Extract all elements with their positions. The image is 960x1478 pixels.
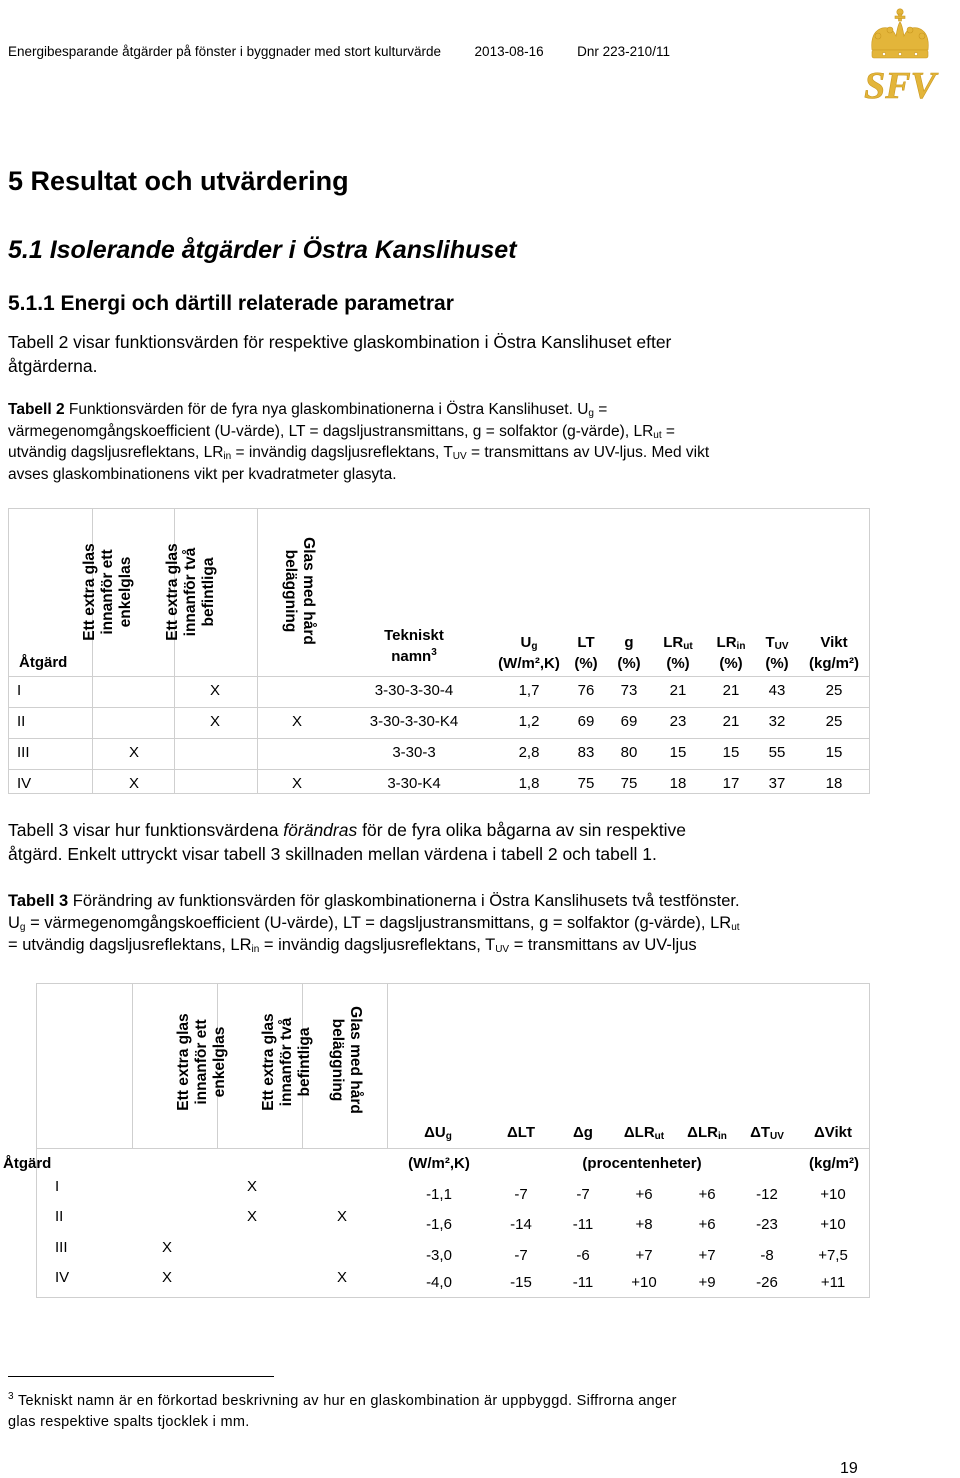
caption-sub: in — [251, 944, 260, 955]
table2-cell-vikt: 18 — [825, 775, 843, 792]
table3-head-col1: Ett extra glas innanför ett enkelglas — [175, 1013, 228, 1111]
table2-head-lrin: $LR_{in}$ (%) — [716, 634, 746, 672]
table3-cell-dlt: -15 — [510, 1274, 532, 1291]
table2-cell-tuv: 43 — [768, 682, 786, 699]
table2-cell-c2: X — [209, 682, 220, 699]
table2-cell-c2: X — [209, 713, 220, 730]
table2-cell-c1: X — [128, 744, 139, 761]
intro-line-2: åtgärderna. — [8, 356, 98, 376]
table2-head-col2: Ett extra glas innanför två befintliga — [164, 543, 217, 641]
table3-cell-c3: X — [336, 1269, 347, 1286]
table3-cell-dug: -3,0 — [426, 1247, 452, 1264]
table3-head-dlt: ΔLT — [507, 1124, 535, 1141]
footnote-marker: 3 — [8, 1391, 14, 1402]
table3-cell-dvikt: +10 — [820, 1186, 846, 1203]
para2-text: Tabell 3 visar hur funktionsvärdena — [8, 820, 284, 840]
caption-sub: ut — [653, 429, 662, 441]
intro-line-1: Tabell 2 visar funktionsvärden för respektive glaskombination i Östra Kanslihuset efter — [8, 332, 672, 352]
table2-head-vikt: Vikt (kg/m²) — [809, 634, 859, 672]
table3-cell-dg: -11 — [572, 1274, 594, 1291]
para2-emphasis: förändras — [283, 820, 358, 840]
caption-text: värmegenomgångskoefficient (U-värde), LT = dagsljustransmittans, g = solfaktor (g-värde), LR — [8, 422, 654, 440]
heading-level-1: 5 Resultat och utvärdering — [8, 166, 349, 196]
table2-cell-ug: 1,8 — [518, 775, 540, 792]
table3-caption-label: Tabell 3 — [8, 892, 69, 910]
caption-sub: g — [19, 922, 26, 933]
table2-cell-atgard: II — [17, 713, 26, 730]
footnote-rule — [8, 1376, 274, 1377]
table2-cell-namn: 3-30-K4 — [387, 775, 441, 792]
table2-cell-atgard: IV — [17, 775, 32, 792]
table2-cell-lrut: 23 — [669, 713, 687, 730]
table3-head-pct-unit: (procentenheter) — [582, 1155, 702, 1172]
table3-cell-dtuv: -26 — [756, 1274, 778, 1291]
table2-head-atgard: Åtgärd — [19, 654, 68, 671]
footnote-line-2: glas respektive spalts tjocklek i mm. — [8, 1414, 250, 1430]
table2-cell-atgard: III — [17, 744, 30, 761]
table2-cell-lrut: 18 — [669, 775, 687, 792]
table2-cell-lrin: 21 — [722, 713, 740, 730]
table3-cell-dtuv: -12 — [756, 1186, 778, 1203]
table-2 — [8, 508, 870, 794]
table2-cell-namn: 3-30-3-30-K4 — [369, 713, 459, 730]
table3-cell-c2: X — [246, 1208, 257, 1225]
footnote — [8, 1391, 908, 1433]
table2-head-tekniskt: Tekniskt namn$^3$ — [384, 627, 444, 665]
table2-cell-g: 73 — [620, 682, 638, 699]
paragraph-2 — [8, 818, 948, 866]
heading-level-3: 5.1.1 Energi och därtill relaterade parametrar — [8, 292, 454, 315]
table2-head-lt: LT (%) — [574, 634, 598, 672]
table2-cell-c3: X — [291, 775, 302, 792]
caption-text: Funktionsvärden för de fyra nya glaskombinationerna i Östra Kanslihuset. U — [64, 401, 589, 418]
table3-cell-dtuv: -8 — [760, 1247, 774, 1264]
table2-cell-ug: 2,8 — [518, 744, 540, 761]
table3-cell-dlt: -14 — [510, 1216, 532, 1233]
crown-icon — [848, 6, 952, 104]
table3-head-col2: Ett extra glas innanför två befintliga — [260, 1013, 313, 1111]
caption-text: = — [593, 401, 608, 418]
table3-cell-dg: -11 — [572, 1216, 594, 1233]
table3-cell-c1: X — [161, 1239, 172, 1256]
table3-head-col3: Glas med hård beläggning — [329, 1006, 364, 1114]
table2-cell-lrin: 15 — [722, 744, 740, 761]
table3-cell-c2: X — [246, 1178, 257, 1195]
caption-text: = invändig dagsljusreflektans, T — [231, 444, 453, 461]
header-date: 2013-08-16 — [474, 44, 544, 59]
caption-text: U — [8, 914, 20, 932]
table3-cell-dg: -7 — [576, 1186, 590, 1203]
table3-head-dlrin: $\Delta LR_{in}$ — [687, 1124, 727, 1142]
caption-sub: UV — [495, 944, 510, 955]
table2-cell-vikt: 15 — [825, 744, 843, 761]
table3-cell-dlrut: +10 — [631, 1274, 657, 1291]
table2-cell-vikt: 25 — [825, 682, 843, 699]
table3-caption — [8, 890, 950, 956]
table2-head-col1: Ett extra glas innanför ett enkelglas — [81, 543, 134, 641]
table3-head-dvikt: ΔVikt — [813, 1124, 853, 1141]
caption-text: = invändig dagsljusreflektans, T — [259, 936, 496, 954]
table2-cell-g: 69 — [620, 713, 638, 730]
table2-cell-g: 75 — [620, 775, 638, 792]
caption-sub: UV — [452, 451, 467, 462]
table2-cell-lt: 75 — [577, 775, 595, 792]
caption-text: = transmittans av UV-ljus. Med vikt — [466, 444, 710, 461]
table3-head-dlrut: $\Delta LR_{ut}$ — [623, 1124, 665, 1142]
table3-cell-c1: X — [161, 1269, 172, 1286]
table2-head-col3: Glas med hård beläggning — [282, 537, 317, 645]
table3-head-dg: Δg — [573, 1124, 593, 1141]
caption-text: = transmittans av UV-ljus — [509, 936, 697, 954]
caption-text: = värmegenomgångskoefficient (U-värde), LT = dagsljustransmittans, g = solfaktor (g-värde), LR — [25, 914, 732, 932]
table2-cell-ug: 1,7 — [518, 682, 540, 699]
table2-cell-tuv: 55 — [768, 744, 786, 761]
table3-cell-dlrin: +9 — [698, 1274, 716, 1291]
table3-cell-dlt: -7 — [514, 1247, 528, 1264]
table3-cell-dlt: -7 — [514, 1186, 528, 1203]
table3-cell-c3: X — [336, 1208, 347, 1225]
sfv-logo — [848, 6, 952, 104]
table3-cell-atgard: III — [55, 1239, 68, 1256]
table2-cell-lt: 83 — [577, 744, 595, 761]
table2-cell-g: 80 — [620, 744, 638, 761]
table2-head-lrut: $LR_{ut}$ (%) — [663, 634, 693, 672]
para2-text: för de fyra olika bågarna av sin respektive — [357, 820, 687, 840]
table3-cell-dlrut: +7 — [635, 1247, 653, 1264]
table3-cell-dvikt: +10 — [820, 1216, 846, 1233]
header-dnr: Dnr 223-210/11 — [577, 44, 670, 59]
caption-text: = utvändig dagsljusreflektans, LR — [8, 936, 252, 954]
table2-cell-vikt: 25 — [825, 713, 843, 730]
heading-level-2: 5.1 Isolerande åtgärder i Östra Kanslihuset — [8, 236, 517, 264]
table3-head-dug: $\Delta U_g$ — [424, 1124, 452, 1142]
para2-line-2: åtgärd. Enkelt uttryckt visar tabell 3 skillnaden mellan värdena i tabell 2 och tabell 1. — [8, 844, 657, 864]
table3-head-dtuv: $\Delta T_{UV}$ — [750, 1124, 784, 1142]
header-doc-title: Energibesparande åtgärder på fönster i byggnader med stort kulturvärde — [8, 44, 442, 59]
caption-text: = — [661, 422, 675, 440]
table2-cell-ug: 1,2 — [518, 713, 540, 730]
table2-caption — [8, 399, 950, 485]
table2-cell-namn: 3-30-3-30-4 — [374, 682, 454, 699]
table3-cell-dug: -1,1 — [426, 1186, 452, 1203]
table2-cell-c3: X — [291, 713, 302, 730]
table3-cell-dlrin: +6 — [698, 1186, 716, 1203]
caption-text: Förändring av funktionsvärden för glaskombinationerna i Östra Kanslihusets två testfönster. — [68, 892, 740, 910]
table3-cell-dlrut: +8 — [635, 1216, 653, 1233]
table-3 — [3, 983, 870, 1298]
table2-head-tuv: $T_{UV}$ (%) — [765, 634, 789, 672]
table2-head-ug: $U_g$ (W/m²,K) — [498, 634, 560, 672]
caption-text: utvändig dagsljusreflektans, LR — [8, 444, 224, 461]
table2-cell-lrin: 21 — [722, 682, 740, 699]
table3-head-vikt-unit: (kg/m²) — [809, 1155, 859, 1172]
table2-cell-tuv: 37 — [768, 775, 786, 792]
page-number: 19 — [840, 1460, 858, 1477]
running-header — [8, 44, 670, 59]
table3-cell-dg: -6 — [576, 1247, 590, 1264]
table3-cell-dug: -4,0 — [426, 1274, 452, 1291]
table2-cell-lt: 69 — [577, 713, 595, 730]
table3-cell-dtuv: -23 — [756, 1216, 778, 1233]
table3-cell-atgard: IV — [55, 1269, 70, 1286]
caption-sub: in — [223, 451, 232, 462]
footnote-line-1: Tekniskt namn är en förkortad beskrivning av hur en glaskombination är uppbyggd. Siffrorna anger — [13, 1393, 677, 1409]
table2-head-g: g (%) — [617, 634, 641, 672]
table3-cell-dlrin: +7 — [698, 1247, 716, 1264]
table3-cell-dlrut: +6 — [635, 1186, 653, 1203]
table3-cell-atgard: I — [55, 1178, 60, 1195]
table3-cell-dvikt: +7,5 — [818, 1247, 848, 1264]
table2-caption-label: Tabell 2 — [8, 401, 65, 418]
caption-sub: ut — [731, 922, 740, 933]
table2-cell-namn: 3-30-3 — [392, 744, 436, 761]
table3-head-ug-unit: (W/m²,K) — [408, 1155, 470, 1172]
table3-head-atgard: Åtgärd — [3, 1155, 52, 1172]
table2-cell-tuv: 32 — [768, 713, 786, 730]
svg-text:SFV: SFV — [864, 65, 936, 104]
table3-cell-atgard: II — [55, 1208, 64, 1225]
table2-cell-c1: X — [128, 775, 139, 792]
caption-text: avses glaskombinationens vikt per kvadratmeter glasyta. — [8, 465, 397, 483]
table3-cell-dug: -1,6 — [426, 1216, 452, 1233]
table2-cell-lrut: 15 — [669, 744, 687, 761]
caption-sub: g — [588, 408, 594, 419]
table2-cell-lrut: 21 — [669, 682, 687, 699]
table2-cell-lrin: 17 — [722, 775, 740, 792]
table3-cell-dlrin: +6 — [698, 1216, 716, 1233]
table2-cell-atgard: I — [17, 682, 22, 699]
intro-paragraph — [8, 330, 948, 378]
table2-cell-lt: 76 — [577, 682, 595, 699]
table3-cell-dvikt: +11 — [820, 1274, 846, 1291]
